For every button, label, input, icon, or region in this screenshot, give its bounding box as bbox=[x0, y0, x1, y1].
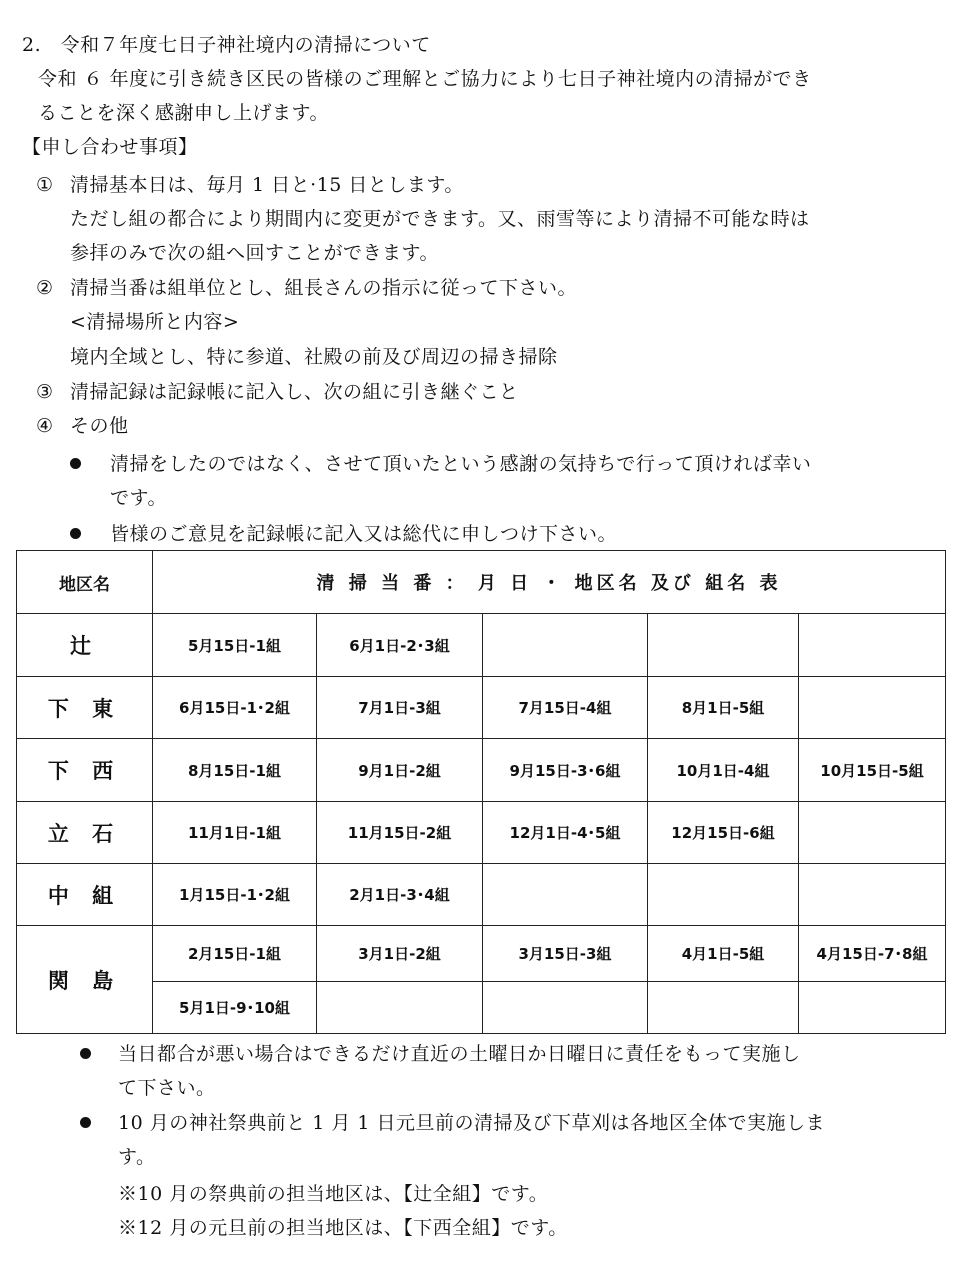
schedule-cell: 10月15日-5組 bbox=[799, 739, 946, 802]
schedule-cell bbox=[799, 982, 946, 1034]
item-text-4: その他 bbox=[70, 415, 129, 437]
schedule-cell: 3月1日-2組 bbox=[317, 926, 483, 982]
item-marker-4: ④ bbox=[36, 415, 54, 437]
schedule-cell bbox=[483, 864, 648, 926]
schedule-cell: 5月15日-1組 bbox=[153, 614, 317, 677]
schedule-cell: 2月1日-3･4組 bbox=[317, 864, 483, 926]
table-row bbox=[17, 614, 946, 677]
schedule-cell: 12月15日-6組 bbox=[648, 802, 799, 864]
cleaning-place-label: <清掃場所と内容> bbox=[70, 311, 240, 333]
schedule-cell: 9月1日-2組 bbox=[317, 739, 483, 802]
schedule-cell: 9月15日-3･6組 bbox=[483, 739, 648, 802]
footer-note-2: ※12 月の元旦前の担当地区は、【下西全組】です。 bbox=[118, 1217, 568, 1239]
header-title: 清 掃 当 番 ： 月 日 ・ 地区名 及び 組名 表 bbox=[153, 551, 946, 614]
schedule-cell: 11月15日-2組 bbox=[317, 802, 483, 864]
schedule-cell: 1月15日-1･2組 bbox=[153, 864, 317, 926]
schedule-cell: 5月1日-9･10組 bbox=[153, 982, 317, 1034]
bullet-icon bbox=[70, 458, 81, 469]
schedule-cell bbox=[799, 802, 946, 864]
table-row bbox=[17, 926, 946, 982]
schedule-cell: 8月1日-5組 bbox=[648, 677, 799, 739]
schedule-cell: 6月1日-2･3組 bbox=[317, 614, 483, 677]
bullet-icon bbox=[80, 1117, 91, 1128]
table-header-row bbox=[17, 551, 946, 614]
table-row bbox=[17, 802, 946, 864]
schedule-cell bbox=[648, 614, 799, 677]
other-bullet-1: 清掃をしたのではなく、させて頂いたという感謝の気持ちで行って頂ければ幸い bbox=[110, 453, 812, 475]
schedule-cell: 7月15日-4組 bbox=[483, 677, 648, 739]
footer-bullet-2-cont: す。 bbox=[118, 1146, 156, 1168]
other-bullet-1-cont: です。 bbox=[110, 487, 167, 509]
district-cell: 下 西 bbox=[17, 739, 153, 802]
footer-note-1: ※10 月の祭典前の担当地区は、【辻全組】です。 bbox=[118, 1183, 549, 1205]
schedule-cell bbox=[483, 614, 648, 677]
schedule-cell: 7月1日-3組 bbox=[317, 677, 483, 739]
item-text-2-cont: 境内全域とし、特に参道、社殿の前及び周辺の掃き掃除 bbox=[70, 346, 558, 368]
item-text-2: 清掃当番は組単位とし、組長さんの指示に従って下さい。 bbox=[70, 277, 578, 299]
footer-bullet-2: 10 月の神社祭典前と 1 月 1 日元旦前の清掃及び下草刈は各地区全体で実施しま bbox=[118, 1112, 826, 1134]
item-marker-2: ② bbox=[36, 277, 54, 299]
other-bullet-2: 皆様のご意見を記録帳に記入又は総代に申しつけ下さい。 bbox=[110, 523, 618, 545]
schedule-cell bbox=[799, 614, 946, 677]
schedule-cell: 6月15日-1･2組 bbox=[153, 677, 317, 739]
table-row bbox=[17, 677, 946, 739]
district-cell: 中 組 bbox=[17, 864, 153, 926]
footer-bullet-1: 当日都合が悪い場合はできるだけ直近の土曜日か日曜日に責任をもって実施し bbox=[118, 1043, 801, 1065]
schedule-cell bbox=[648, 982, 799, 1034]
intro-line-1: 令和 ６ 年度に引き続き区民の皆様のご理解とご協力により七日子神社境内の清掃ができ bbox=[38, 68, 812, 90]
header-district: 地区名 bbox=[17, 551, 153, 614]
schedule-cell: 2月15日-1組 bbox=[153, 926, 317, 982]
district-cell: 辻 bbox=[17, 614, 153, 677]
intro-line-2: ることを深く感謝申し上げます。 bbox=[38, 102, 329, 124]
schedule-cell: 12月1日-4･5組 bbox=[483, 802, 648, 864]
schedule-cell: 10月1日-4組 bbox=[648, 739, 799, 802]
item-text-1-cont-a: ただし組の都合により期間内に変更ができます。又、雨雪等により清掃不可能な時は bbox=[70, 208, 810, 230]
schedule-cell: 4月1日-5組 bbox=[648, 926, 799, 982]
schedule-cell bbox=[799, 864, 946, 926]
footer-bullet-1-cont: て下さい。 bbox=[118, 1077, 216, 1099]
schedule-cell bbox=[648, 864, 799, 926]
bullet-icon bbox=[70, 528, 81, 539]
item-marker-3: ③ bbox=[36, 381, 54, 403]
notes-title: 【申し合わせ事項】 bbox=[22, 136, 198, 158]
schedule-cell: 4月15日-7･8組 bbox=[799, 926, 946, 982]
schedule-cell: 3月15日-3組 bbox=[483, 926, 648, 982]
table-row bbox=[17, 864, 946, 926]
schedule-cell: 11月1日-1組 bbox=[153, 802, 317, 864]
item-text-1-cont-b: 参拝のみで次の組へ回すことができます。 bbox=[70, 242, 439, 264]
item-text-3: 清掃記録は記録帳に記入し、次の組に引き継ぐこと bbox=[70, 381, 519, 403]
schedule-cell bbox=[799, 677, 946, 739]
district-cell: 下 東 bbox=[17, 677, 153, 739]
table-row bbox=[17, 982, 946, 1034]
schedule-cell bbox=[483, 982, 648, 1034]
cleaning-schedule-table bbox=[16, 550, 946, 1034]
table-row bbox=[17, 739, 946, 802]
section-heading: 2. 令和７年度七日子神社境内の清掃について bbox=[22, 34, 431, 56]
schedule-cell bbox=[317, 982, 483, 1034]
bullet-icon bbox=[80, 1048, 91, 1059]
district-cell: 関 島 bbox=[17, 926, 153, 1034]
item-marker-1: ① bbox=[36, 174, 54, 196]
district-cell: 立 石 bbox=[17, 802, 153, 864]
item-text-1: 清掃基本日は、毎月 1 日と·15 日とします。 bbox=[70, 174, 464, 196]
schedule-cell: 8月15日-1組 bbox=[153, 739, 317, 802]
